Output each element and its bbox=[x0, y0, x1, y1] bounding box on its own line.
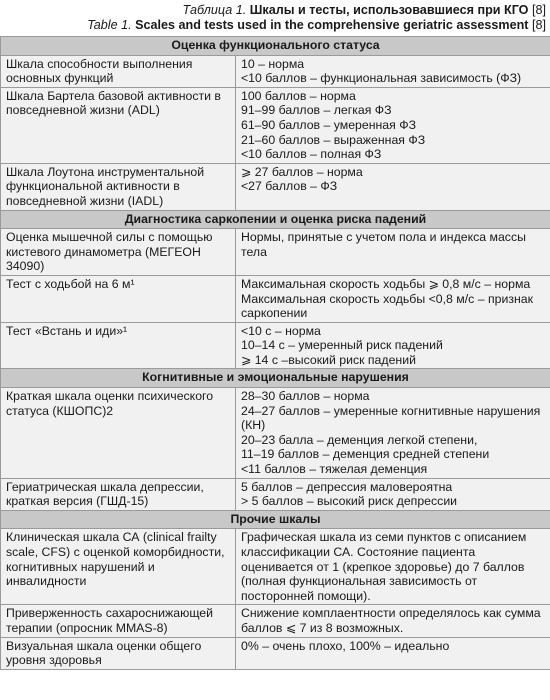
criteria-line: 11–19 баллов – деменция средней степени bbox=[241, 447, 490, 462]
criteria-line: <10 с – норма bbox=[241, 323, 321, 338]
scale-name-cell: Приверженность сахароснижающей терапии (опросник MMAS-8) bbox=[1, 605, 236, 637]
section-title: Оценка функционального статуса bbox=[1, 37, 550, 56]
table-row bbox=[1, 605, 550, 637]
scale-name-cell: Визуальная шкала оценки общего уровня здоровья bbox=[1, 637, 236, 669]
criteria-line: Нормы, принятые с учетом пола и индекса массы тела bbox=[241, 230, 526, 259]
criteria-line: 0% – очень плохо, 100% – идеально bbox=[241, 638, 450, 653]
scale-name-cell: Шкала Бартела базовой активности в повседневной жизни (ADL) bbox=[1, 87, 236, 163]
criteria-line: Максимальная скорость ходьбы <0,8 м/с – признак саркопении bbox=[241, 291, 533, 321]
section-header-row bbox=[1, 210, 550, 229]
scale-name-cell: Шкала Лоутона инструментальной функциональной активности в повседневной жизни (IADL) bbox=[1, 163, 236, 210]
caption-en-title: Scales and tests used in the comprehensive geriatric assessment bbox=[135, 18, 529, 32]
criteria-line: 10 – норма bbox=[241, 56, 305, 71]
section-title: Диагностика саркопении и оценка риска падений bbox=[1, 210, 550, 229]
scales-table-body bbox=[1, 37, 550, 670]
criteria-line: > 5 баллов – высокий риск депрессии bbox=[241, 494, 458, 509]
scale-name-cell: Клиническая шкала СА (clinical frailty scale, CFS) с оценкой коморбидности, когнитивных нарушений и инвалидности bbox=[1, 529, 236, 605]
scale-name-cell: Шкала способности выполнения основных функций bbox=[1, 55, 236, 87]
section-header-row bbox=[1, 369, 550, 388]
criteria-cell bbox=[236, 275, 550, 322]
table-row bbox=[1, 388, 550, 479]
criteria-line: 10–14 с – умеренный риск падений bbox=[241, 338, 443, 353]
section-title: Прочие шкалы bbox=[1, 510, 550, 529]
caption-ru-ref: [8] bbox=[531, 3, 546, 17]
caption-en-ref: [8] bbox=[531, 18, 546, 32]
table-row bbox=[1, 87, 550, 163]
section-header-row bbox=[1, 510, 550, 529]
scales-table bbox=[0, 36, 550, 670]
criteria-cell bbox=[236, 388, 550, 479]
criteria-line: 28–30 баллов – норма bbox=[241, 389, 370, 404]
scale-name-cell: Гериатрическая шкала депрессии, краткая версия (ГШД-15) bbox=[1, 478, 236, 510]
criteria-line: Графическая шкала из семи пунктов с описанием классификации СА. Состояние пациента оценивается от 1 (крепкое здоровье) до 7 баллов (полная функциональная зависимость от посторонней помощи). bbox=[241, 530, 527, 603]
table-row bbox=[1, 322, 550, 369]
criteria-line: 5 баллов – депрессия маловероятна bbox=[241, 479, 453, 494]
table-row bbox=[1, 163, 550, 210]
criteria-line: Максимальная скорость ходьбы ⩾ 0,8 м/с – норма bbox=[241, 276, 531, 291]
criteria-line: 24–27 баллов – умеренные когнитивные нарушения (КН) bbox=[241, 403, 541, 433]
caption-english bbox=[0, 18, 546, 33]
criteria-cell bbox=[236, 163, 550, 210]
criteria-line: <10 баллов – полная ФЗ bbox=[241, 147, 382, 162]
criteria-line: <10 баллов – функциональная зависимость (ФЗ) bbox=[241, 71, 522, 86]
scale-name-cell: Краткая шкала оценки психического статуса (КШОПС)2 bbox=[1, 388, 236, 479]
section-header-row bbox=[1, 37, 550, 56]
scale-name-cell: Тест «Встань и иди»¹ bbox=[1, 322, 236, 369]
criteria-line: <11 баллов – тяжелая деменция bbox=[241, 462, 428, 477]
caption-ru-title: Шкалы и тесты, использовавшиеся при КГО bbox=[249, 3, 529, 17]
criteria-cell bbox=[236, 229, 550, 276]
caption-russian bbox=[0, 3, 546, 18]
table-row bbox=[1, 275, 550, 322]
criteria-line: Снижение комплаентности определялось как сумма баллов ⩽ 7 из 8 возможных. bbox=[241, 606, 541, 635]
caption-en-label: Table 1. bbox=[87, 18, 132, 32]
table-row bbox=[1, 478, 550, 510]
criteria-line: 61–90 баллов – умеренная ФЗ bbox=[241, 117, 416, 132]
table-caption bbox=[0, 0, 550, 36]
criteria-cell bbox=[236, 55, 550, 87]
criteria-line: 20–23 балла – деменция легкой степени, bbox=[241, 432, 478, 447]
criteria-line: ⩾ 27 баллов – норма bbox=[241, 164, 363, 179]
scale-name-cell: Тест с ходьбой на 6 м¹ bbox=[1, 275, 236, 322]
criteria-cell bbox=[236, 637, 550, 669]
criteria-line: <27 баллов – ФЗ bbox=[241, 179, 338, 194]
section-title: Когнитивные и эмоциональные нарушения bbox=[1, 369, 550, 388]
criteria-line: 100 баллов – норма bbox=[241, 88, 356, 103]
criteria-cell bbox=[236, 478, 550, 510]
criteria-line: ⩾ 14 с –высокий риск падений bbox=[241, 352, 416, 367]
scale-name-cell: Оценка мышечной силы с помощью кистевого динамометра (МЕГЕОН 34090) bbox=[1, 229, 236, 276]
caption-ru-label: Таблица 1. bbox=[182, 3, 247, 17]
criteria-cell bbox=[236, 605, 550, 637]
table-row bbox=[1, 637, 550, 669]
criteria-line: 91–99 баллов – легкая ФЗ bbox=[241, 103, 392, 118]
criteria-cell bbox=[236, 87, 550, 163]
criteria-line: 21–60 баллов – выраженная ФЗ bbox=[241, 132, 426, 147]
table-row bbox=[1, 529, 550, 605]
table-row bbox=[1, 55, 550, 87]
table-row bbox=[1, 229, 550, 276]
criteria-cell bbox=[236, 529, 550, 605]
criteria-cell bbox=[236, 322, 550, 369]
